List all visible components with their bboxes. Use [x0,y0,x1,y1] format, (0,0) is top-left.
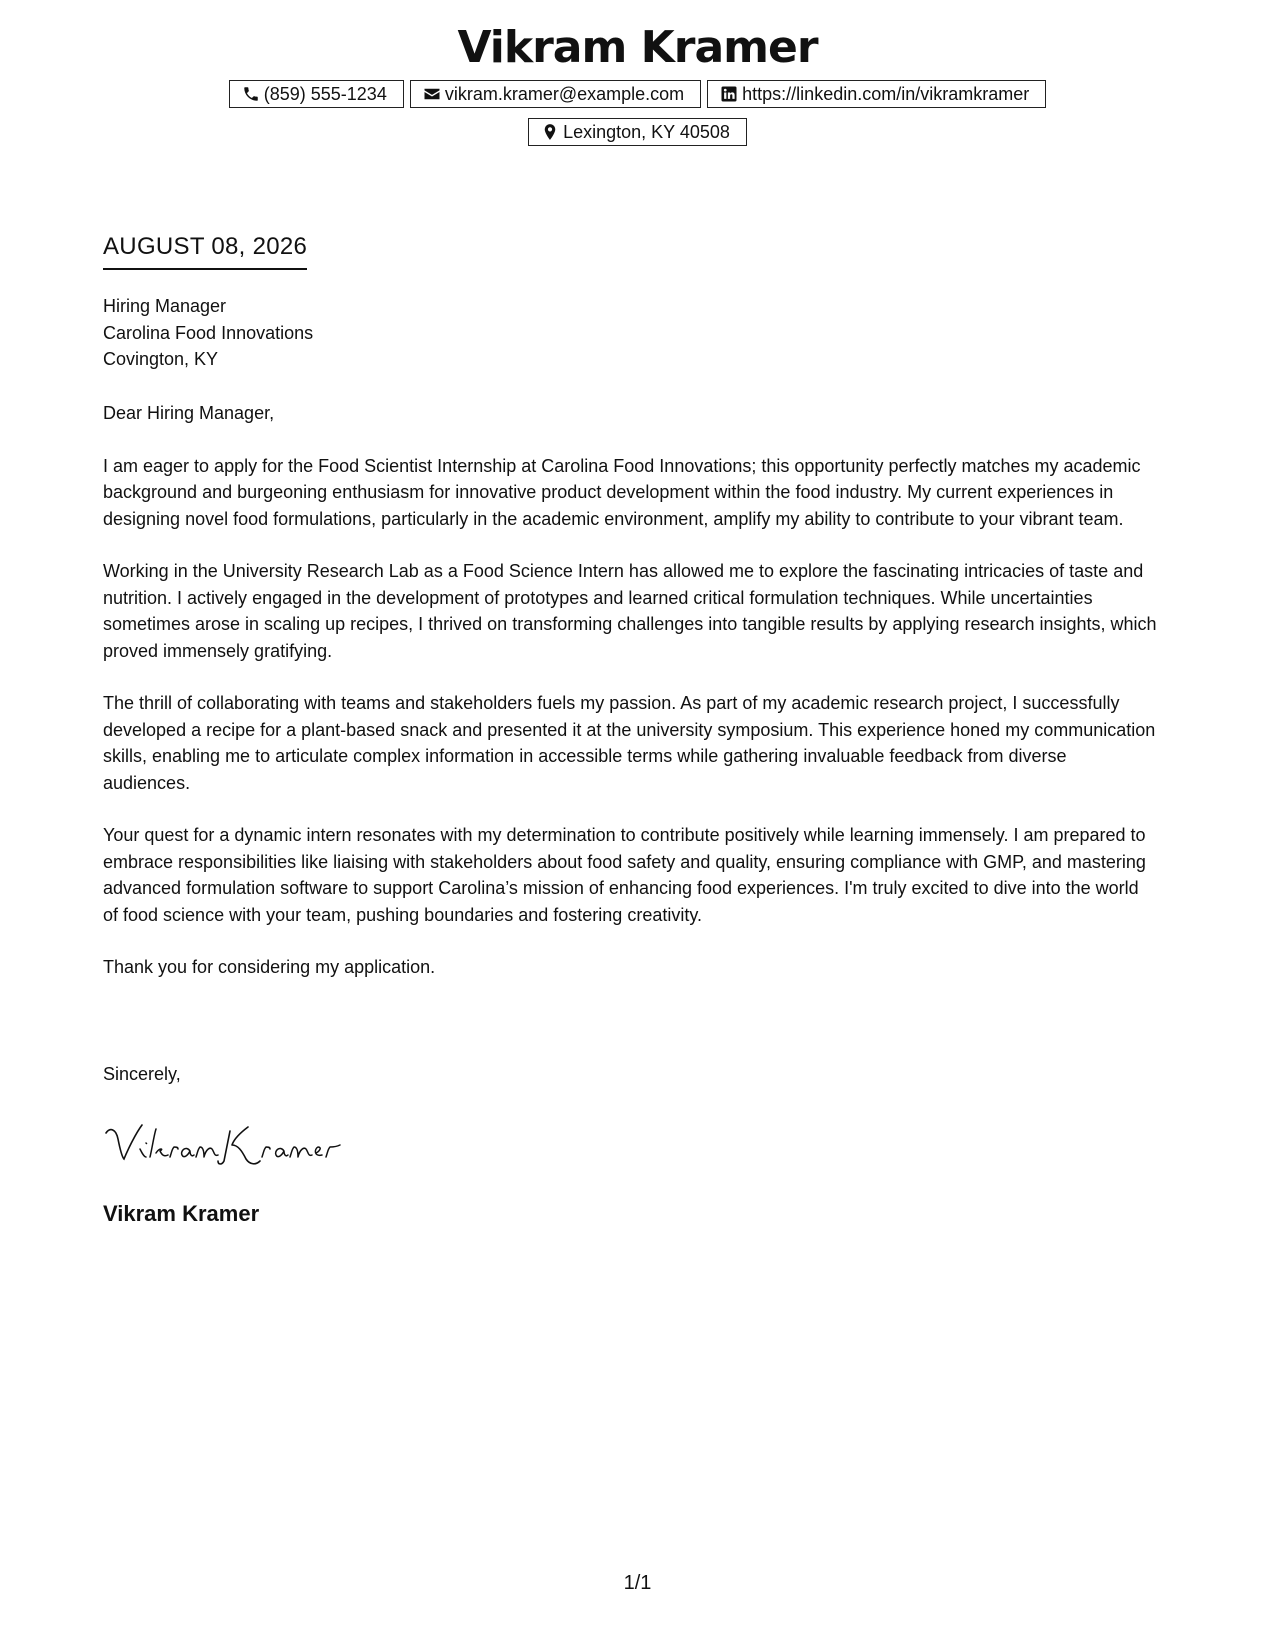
paragraph: Your quest for a dynamic intern resonates with my determination to contribute positively while learning immensely. I am prepared to embrace responsibilities like liaising with stakeholders about food safety and quality, ensuring compliance with GMP, and mastering advanced formulation software to support Carolina’s mission of enhancing food experiences. I'm truly excited to dive into the world of food science with your team, pushing boundaries and fostering creativity. [103,825,1146,925]
closing: Sincerely, [103,1064,181,1084]
location-text: Lexington, KY 40508 [563,121,730,142]
map-pin-icon [541,123,559,141]
email-text: vikram.kramer@example.com [444,83,685,104]
page-number: 1/1 [623,1572,652,1594]
envelope-icon [423,85,441,103]
applicant-name: Vikram Kramer [457,22,818,73]
linkedin-contact[interactable] [707,80,1046,108]
salutation: Dear Hiring Manager, [103,403,275,423]
location-contact [528,118,747,146]
contact-row-location [0,118,1275,146]
signed-name: Vikram Kramer [103,1201,260,1226]
phone-contact[interactable] [229,80,404,108]
linkedin-icon [720,85,738,103]
email-contact[interactable] [410,80,701,108]
phone-icon [242,85,260,103]
paragraph: Thank you for considering my application. [103,957,436,977]
recipient-location: Covington, KY [103,349,219,369]
phone-text: (859) 555-1234 [263,83,387,104]
recipient-title: Hiring Manager [103,296,227,316]
paragraph: Working in the University Research Lab as a Food Science Intern has allowed me to explore the fascinating intricacies of taste and nutrition. I actively engaged in the development of prototypes and learned critical formulation techniques. While uncertainties sometimes arose in scaling up recipes, I thrived on transforming challenges into tangible results by applying research insights, which proved immensely gratifying. [103,561,1157,661]
paragraph: I am eager to apply for the Food Scientist Internship at Carolina Food Innovations; this opportunity perfectly matches my academic background and burgeoning enthusiasm for innovative product development within the food industry. My current experiences in designing novel food formulations, particularly in the academic environment, amplify my ability to contribute to your vibrant team. [103,455,1141,529]
linkedin-text: https://linkedin.com/in/vikramkramer [742,83,1030,104]
paragraph: The thrill of collaborating with teams and stakeholders fuels my passion. As part of my academic research project, I successfully developed a recipe for a plant-based snack and presented it at the university symposium. This experience honed my communication skills, enabling me to articulate complex information in accessible terms while gathering invaluable feedback from diverse audiences. [103,693,1156,793]
recipient-company: Carolina Food Innovations [103,322,314,343]
letter-date: AUGUST 08, 2026 [103,232,307,270]
recipient-block [103,293,313,373]
contact-row [0,80,1275,108]
handwritten-signature [100,1115,360,1171]
letter-body [103,400,1158,1007]
